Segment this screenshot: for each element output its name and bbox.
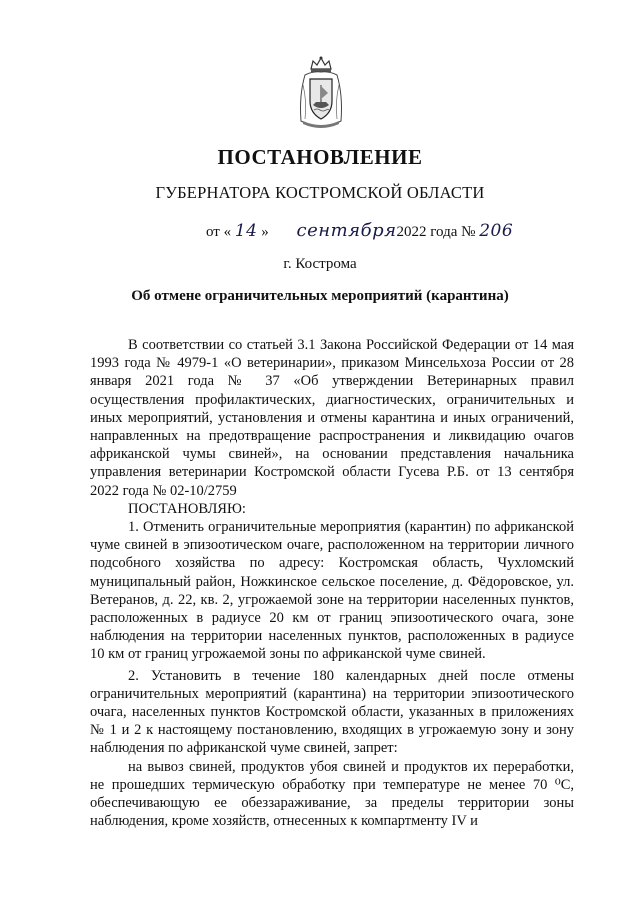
preamble-paragraph: В соответствии со статьей 3.1 Закона Российской Федерации от 14 мая 1993 года № 4979-1 «О ветеринарии», приказом Минсельхоза России от 28 января 2021 года № 37 «Об утверждении Ветеринарных правил осуществления профилактических, диагностических, ограничительных и иных мероприятий, установления и отмены карантина и иных ограничений, направленных на предотвращение распространения и ликвидацию очагов африканской чумы свиней», на основании представления начальника управления ветеринарии Костромской области Гусева Р.Б. от 13 сентября 2022 года № 02-10/2759 — [90, 337, 574, 499]
prohibition-paragraph: на вывоз свиней, продуктов убоя свиней и продуктов их переработки, не прошедших термическую обработку при температуре не менее 70 ⁰С, обеспечивающую ее обеззараживание, за пределы территории зоны наблюдения, кроме хозяйств, отнесенных к компартменту IV и — [90, 758, 574, 830]
date-year: 2022 года № — [396, 224, 476, 240]
document-title: ПОСТАНОВЛЕНИЕ — [217, 145, 423, 169]
clause-1-paragraph: 1. Отменить ограничительные мероприятия (карантин) по африканской чуме свиней в эпизоотическом очаге, расположенном на территории личного подсобного хозяйства по адресу: Костромская область, Чухломский муниципальный район, Ножкинское сельское поселение, д. Фёдоровское, ул. Ветеранов, д. 22, кв. 2, угрожаемой зоне на территории населенных пунктов, расположенных в радиусе 20 км от границ эпизоотического очага, зоне наблюдения на территории населенных пунктов, расположенных в радиусе 10 км от границ угрожаемой зоны по африканской чуме свиней. — [90, 519, 574, 663]
document-number-handwritten: 206 — [479, 221, 514, 241]
date-mid: » — [261, 224, 269, 240]
date-line — [206, 220, 513, 241]
document-subject: Об отмене ограничительных мероприятий (карантина) — [131, 288, 509, 304]
document-body — [90, 336, 574, 830]
clause-2-paragraph: 2. Установить в течение 180 календарных дней после отмены ограничительных мероприятий (карантина) на территории эпизоотического очага, населенных пунктов Костромской области, указанных в приложениях № 1 и 2 к настоящему постановлению, входящих в угрожаемую зону и зону наблюдения по африканской чуме свиней, запрет: — [90, 667, 574, 757]
city-line: г. Кострома — [283, 256, 357, 272]
coat-of-arms-emblem — [295, 55, 347, 130]
resolve-heading: ПОСТАНОВЛЯЮ: — [128, 500, 246, 517]
issuer-line: ГУБЕРНАТОРА КОСТРОМСКОЙ ОБЛАСТИ — [155, 183, 485, 202]
date-day-handwritten: 14 — [234, 221, 258, 241]
date-prefix: от « — [206, 224, 232, 240]
date-month-handwritten: сентября — [296, 220, 397, 241]
